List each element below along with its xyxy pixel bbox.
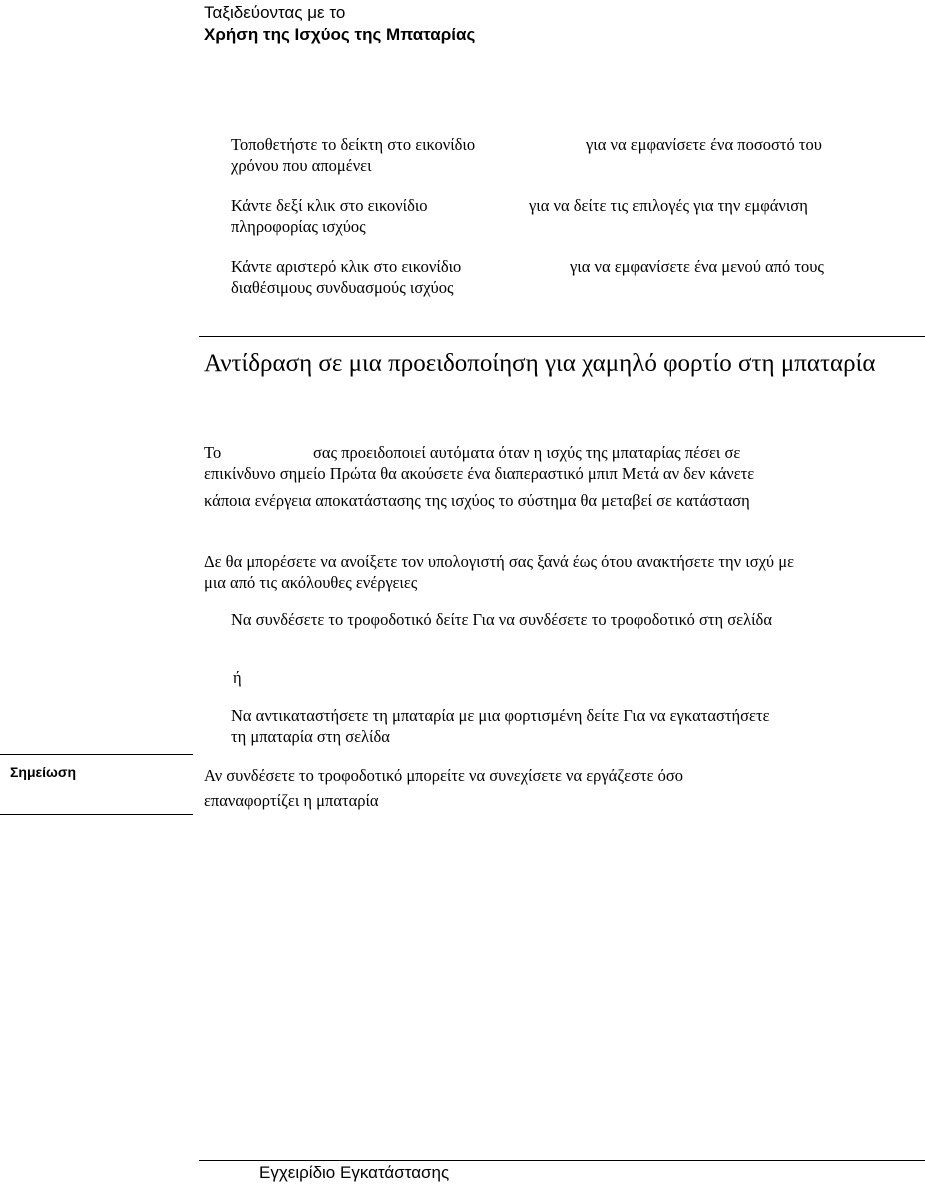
footer-rule — [199, 1160, 925, 1161]
option-connect-adapter: Να συνδέσετε το τροφοδοτικό δείτε Για να συνδέσετε το τροφοδοτικό στη σελίδα — [231, 610, 772, 629]
footer-title: Εγχειρίδιο Εγκατάστασης — [259, 1163, 450, 1182]
tip-3-line-1a: Κάντε αριστερό κλικ στο εικονίδιο — [231, 257, 462, 276]
running-header-chapter: Ταξιδεύοντας με το — [204, 3, 346, 22]
para-1-line-3: κάποια ενέργεια αποκατάστασης της ισχύος το σύστημα θα μεταβεί σε κατάσταση — [204, 491, 750, 510]
para-1-line-2: επικίνδυνο σημείο Πρώτα θα ακούσετε ένα διαπεραστικό μπιπ Μετά αν δεν κάνετε — [204, 464, 755, 483]
tip-3-line-1b: για να εμφανίσετε ένα μενού από τους — [570, 257, 824, 276]
para-1-line-1a: Το — [204, 443, 222, 462]
running-header-section: Χρήση της Ισχύος της Μπαταρίας — [204, 25, 476, 44]
option-replace-battery-line-1: Να αντικαταστήσετε τη μπαταρία με μια φορτισμένη δείτε Για να εγκαταστήσετε — [231, 706, 770, 725]
tip-3-line-2: διαθέσιμους συνδυασμούς ισχύος — [231, 278, 454, 297]
note-line-1: Αν συνδέσετε το τροφοδοτικό μπορείτε να συνεχίσετε να εργάζεστε όσο — [204, 766, 684, 785]
note-line-2: επαναφορτίζει η μπαταρία — [204, 791, 379, 810]
tip-1-line-1b: για να εμφανίσετε ένα ποσοστό του — [586, 135, 822, 154]
note-top-rule — [0, 754, 193, 755]
option-replace-battery-line-2: τη μπαταρία στη σελίδα — [231, 727, 390, 746]
tip-1-line-2: χρόνου που απομένει — [231, 156, 372, 175]
section-title: Αντίδραση σε μια προειδοποίηση για χαμηλό φορτίο στη μπαταρία — [204, 350, 876, 377]
option-or: ή — [233, 668, 242, 687]
note-label: Σημείωση — [10, 764, 77, 780]
tip-2-line-2: πληροφορίας ισχύος — [231, 217, 366, 236]
section-divider — [199, 336, 925, 337]
para-1-line-1b: σας προειδοποιεί αυτόματα όταν η ισχύς της μπαταρίας πέσει σε — [313, 443, 741, 462]
tip-2-line-1a: Κάντε δεξί κλικ στο εικονίδιο — [231, 196, 428, 215]
note-bottom-rule — [0, 814, 193, 815]
tip-1-line-1a: Τοποθετήστε το δείκτη στο εικονίδιο — [231, 135, 476, 154]
tip-2-line-1b: για να δείτε τις επιλογές για την εμφάνιση — [529, 196, 808, 215]
para-2-line-2: μια από τις ακόλουθες ενέργειες — [204, 573, 418, 592]
para-2-line-1: Δε θα μπορέσετε να ανοίξετε τον υπολογιστή σας ξανά έως ότου ανακτήσετε την ισχύ με — [204, 552, 794, 571]
